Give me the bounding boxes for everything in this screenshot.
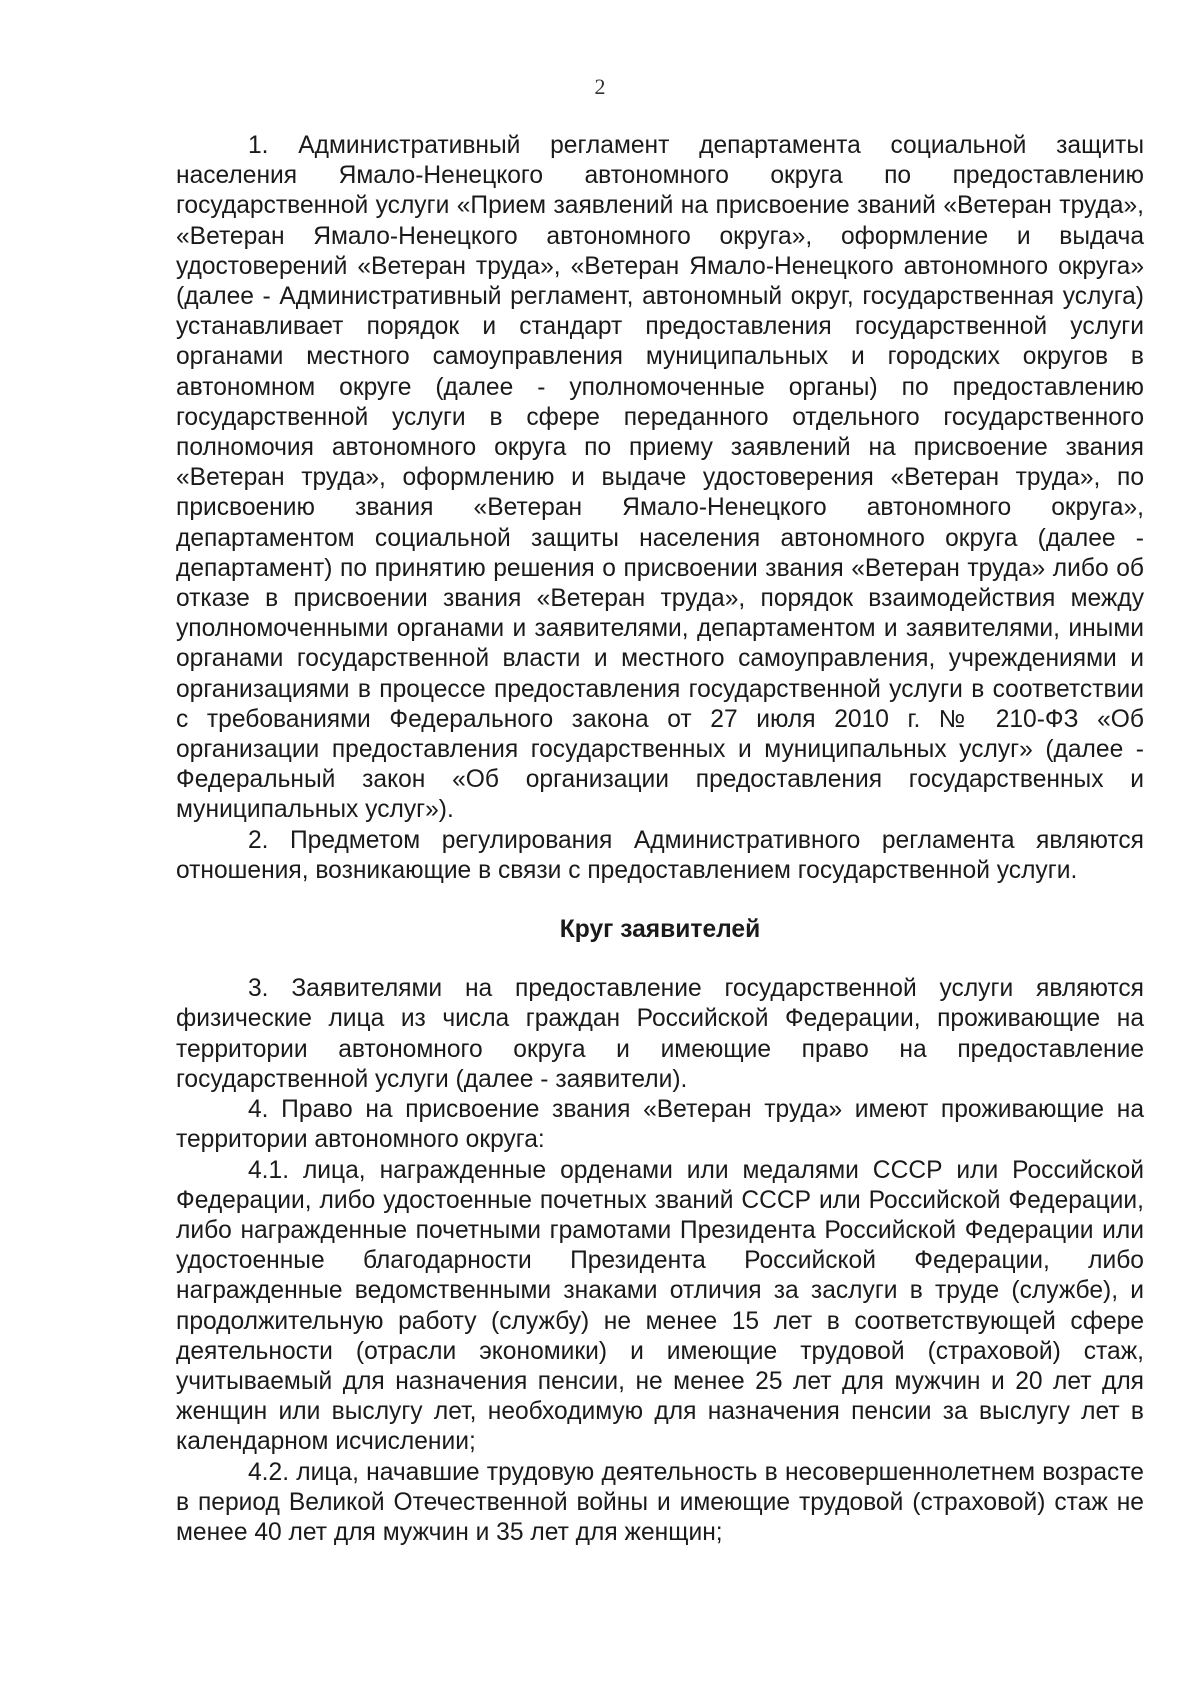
paragraph-3: 3. Заявителями на предоставление государственной услуги являются физические лица из числа граждан Российской Федерации, проживающие на территории автономного округа и имеющие право на предоставление государственной услуги (далее - заявители). [176,975,1144,1093]
paragraph-4: 4. Право на присвоение звания «Ветеран труда» имеют проживающие на территории автономного округа: [176,1096,1144,1154]
paragraph-2: 2. Предметом регулирования Административного регламента являются отношения, возникающие в связи с предоставлением государственной услуги. [176,826,1144,884]
paragraph-4-1: 4.1. лица, награжденные орденами или медалями СССР или Российской Федерации, либо удостоенные почетных званий СССР или Российской Федерации, либо награжденные почетными грамотами Президента Российской Федерации или удостоенные благодарности Президента Российской Федерации, либо награжденные ведомственными знаками отличия за заслуги в труде (службе), и продолжительную работу (службу) не менее 15 лет в соответствующей сфере деятельности (отрасли экономики) и имеющие трудовой (страховой) стаж, учитываемый для назначения пенсии, не менее 25 лет для мужчин и 20 лет для женщин или выслугу лет, необходимую для назначения пенсии за выслугу лет в календарном исчислении; [176,1156,1144,1456]
document-body [176,131,1144,1548]
paragraph-4-2: 4.2. лица, начавшие трудовую деятельность в несовершеннолетнем возрасте в период Великой Отечественной войны и имеющие трудовой (страховой) стаж не менее 40 лет для мужчин и 35 лет для женщин; [176,1458,1144,1546]
paragraph-1: 1. Административный регламент департамента социальной защиты населения Ямало-Ненецкого автономного округа по предоставлению государственной услуги «Прием заявлений на присвоение званий «Ветеран труда», «Ветеран Ямало-Ненецкого автономного округа», оформление и выдача удостоверений «Ветеран труда», «Ветеран Ямало-Ненецкого автономного округа» (далее - Административный регламент, автономный округ, государственная услуга) устанавливает порядок и стандарт предоставления государственной услуги органами местного самоуправления муниципальных и городских округов в автономном округе (далее - уполномоченные органы) по предоставлению государственной услуги в сфере переданного отдельного государственного полномочия автономного округа по приему заявлений на присвоение звания «Ветеран труда», оформлению и выдаче удостоверения «Ветеран труда», по присвоению звания «Ветеран Ямало-Ненецкого автономного округа», департаментом социальной защиты населения автономного округа (далее - департамент) по принятию решения о присвоении звания «Ветеран труда» либо об отказе в присвоении звания «Ветеран труда», порядок взаимодействия между уполномоченными органами и заявителями, департаментом и заявителями, иными органами государственной власти и местного самоуправления, учреждениями и организациями в процессе предоставления государственной услуги в соответствии с требованиями Федерального закона от 27 июля 2010 г. № 210-ФЗ «Об организации предоставления государственных и муниципальных услуг» (далее - Федеральный закон «Об организации предоставления государственных и муниципальных услуг»). [176,132,1144,824]
section-heading: Круг заявителей [559,916,761,944]
page-number: 2 [594,74,606,99]
